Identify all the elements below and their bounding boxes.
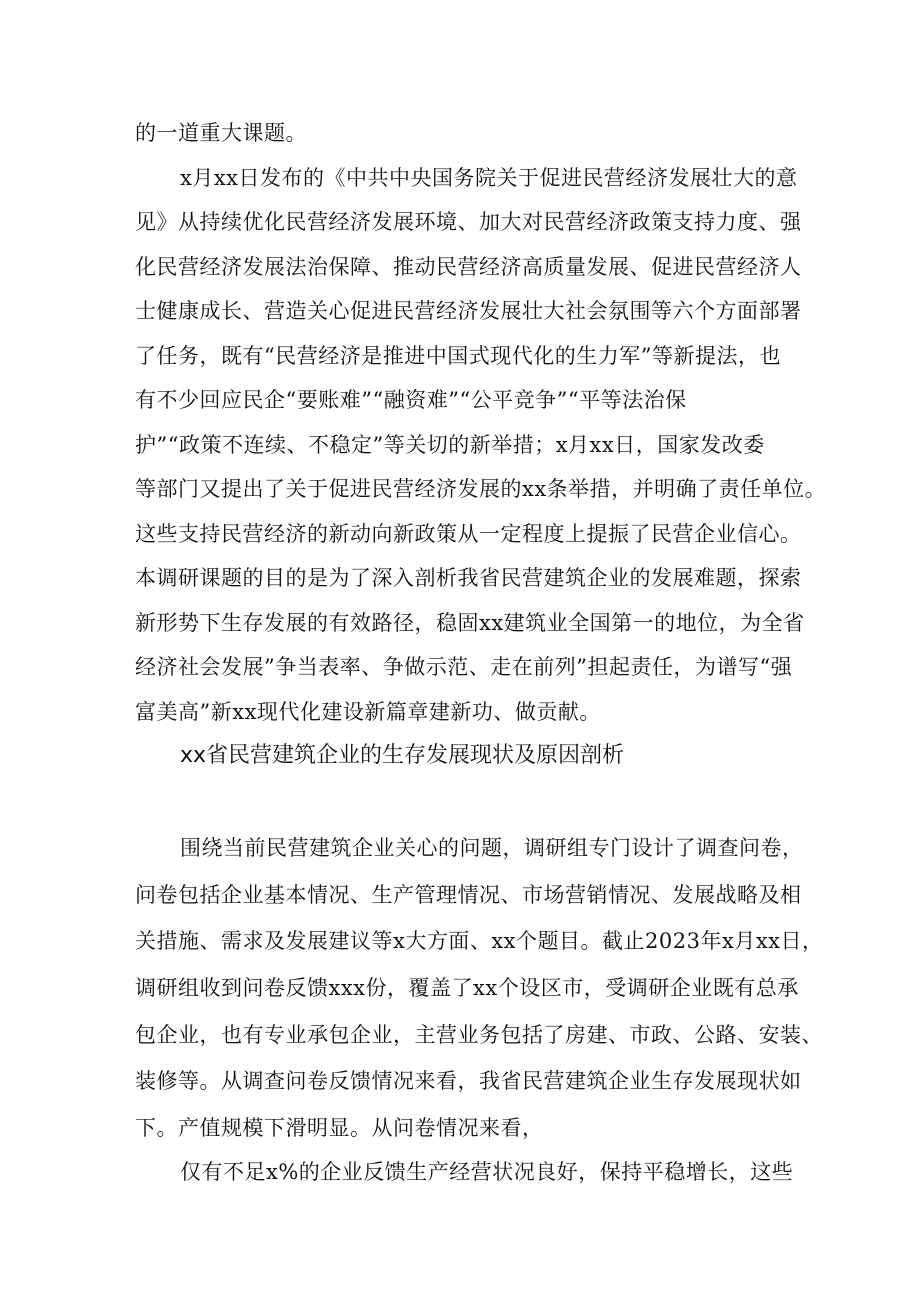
text-line: 了任务，既有“民营经济是推进中国式现代化的生力军”等新提法，也 — [135, 343, 781, 368]
text-line: 这些支持民营经济的新动向新政策从一定程度上提振了民营企业信心。 — [135, 521, 802, 546]
text-line: 调研组收到问卷反馈xxx份，覆盖了xx个设区市，受调研企业既有总承 — [135, 976, 799, 1000]
text-line: 本调研课题的目的是为了深入剖析我省民营建筑企业的发展难题，探索 — [135, 566, 802, 590]
text-line: 问卷包括企业基本情况、生产管理情况、市场营销情况、发展战略及相 — [135, 883, 802, 907]
text-line: 下。产值规模下滑明显。从问卷情况来看， — [135, 1116, 544, 1140]
text-line: 装修等。从调查问卷反馈情况来看，我省民营建筑企业生存发展现状如 — [135, 1069, 802, 1093]
text-line: 新形势下生存发展的有效路径，稳固xx建筑业全国第一的地位，为全省 — [135, 610, 805, 635]
text-line: 有不少回应民企“要账难”“融资难”“公平竞争”“平等法治保 — [135, 388, 687, 412]
text-line: 护”“政策不连续、不稳定”等关切的新举措；x月xx日，国家发改委 — [135, 432, 765, 457]
text-line: 关措施、需求及发展建议等x大方面、xx个题目。截止2023年x月xx日， — [135, 929, 824, 953]
text-line: 的一道重大课题。 — [135, 121, 307, 145]
text-line: 士健康成长、营造关心促进民营经济发展壮大社会氛围等六个方面部署 — [135, 299, 802, 323]
text-line: 经济社会发展”争当表率、争做示范、走在前列”担起责任，为谱写“强 — [135, 655, 793, 679]
section-heading: xx省民营建筑企业的生存发展现状及原因剖析 — [180, 743, 625, 768]
text-line: 化民营经济发展法治保障、推动民营经济高质量发展、促进民营经济人 — [135, 254, 802, 279]
paragraph-first-line: 仅有不足x%的企业反馈生产经营状况良好，保持平稳增长，这些 — [180, 1160, 794, 1184]
text-line: 包企业，也有专业承包企业，主营业务包括了房建、市政、公路、安装、 — [135, 1023, 823, 1047]
text-line: 富美高”新xx现代化建设新篇章建新功、做贡献。 — [135, 699, 601, 724]
text-line: 见》从持续优化民营经济发展环境、加大对民营经济政策支持力度、强 — [135, 210, 802, 234]
paragraph-first-line: 围绕当前民营建筑企业关心的问题，调研组专门设计了调查问卷， — [180, 836, 804, 860]
paragraph-first-line: x月xx日发布的《中共中央国务院关于促进民营经济发展壮大的意 — [180, 165, 798, 190]
text-line: 等部门又提出了关于促进民营经济发展的xx条举措，并明确了责任单位。 — [135, 477, 827, 501]
